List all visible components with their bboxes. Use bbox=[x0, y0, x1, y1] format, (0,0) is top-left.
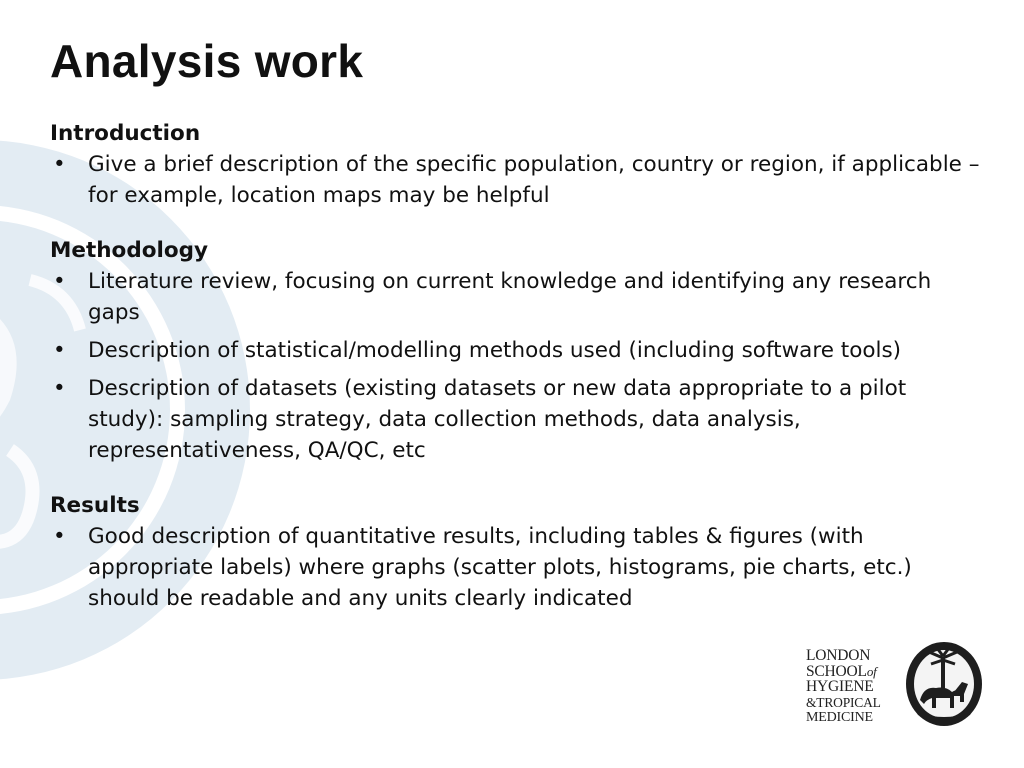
bullet-list bbox=[50, 266, 980, 466]
school-seal-icon bbox=[904, 640, 984, 728]
bullet-item bbox=[50, 521, 980, 614]
bullet-text: Description of datasets (existing datasets or new data appropriate to a pilot study): sampling strategy, data collection methods, data analysis, representativeness, QA/QC, etc bbox=[88, 376, 907, 463]
bullet-item bbox=[50, 266, 980, 328]
slide-title: Analysis work bbox=[50, 35, 364, 87]
bullet-item bbox=[50, 335, 980, 366]
section-results bbox=[50, 490, 980, 614]
bullet-item bbox=[50, 373, 980, 466]
bullet-marker: • bbox=[53, 338, 66, 363]
logo-line: SCHOOLof bbox=[806, 662, 877, 680]
bullet-item bbox=[50, 149, 980, 211]
section-methodology bbox=[50, 235, 980, 466]
lshtm-logo bbox=[806, 640, 986, 732]
bullet-list bbox=[50, 149, 980, 211]
bullet-text: Literature review, focusing on current knowledge and identifying any research gaps bbox=[88, 269, 932, 325]
bullet-list bbox=[50, 521, 980, 614]
slide-body bbox=[50, 118, 980, 614]
section-heading: Introduction bbox=[50, 121, 201, 146]
bullet-marker: • bbox=[53, 376, 66, 401]
logo-wordmark bbox=[806, 648, 906, 726]
bullet-marker: • bbox=[53, 269, 66, 294]
logo-line: MEDICINE bbox=[806, 710, 873, 725]
bullet-text: Good description of quantitative results, including tables & figures (with appropriate labels) where graphs (scatter plots, histograms, pie charts, etc.) should be readable and any units clearly indicated bbox=[88, 524, 912, 611]
bullet-marker: • bbox=[53, 152, 66, 177]
section-heading: Results bbox=[50, 493, 140, 518]
logo-line: &TROPICAL bbox=[806, 694, 881, 710]
logo-line: HYGIENE bbox=[806, 678, 874, 695]
section-introduction bbox=[50, 118, 980, 211]
section-heading: Methodology bbox=[50, 238, 209, 263]
bullet-text: Description of statistical/modelling methods used (including software tools) bbox=[88, 338, 902, 363]
bullet-marker: • bbox=[53, 524, 66, 549]
bullet-text: Give a brief description of the specific population, country or region, if applicable – for example, location maps may be helpful bbox=[88, 152, 980, 208]
logo-line: LONDON bbox=[806, 647, 871, 664]
